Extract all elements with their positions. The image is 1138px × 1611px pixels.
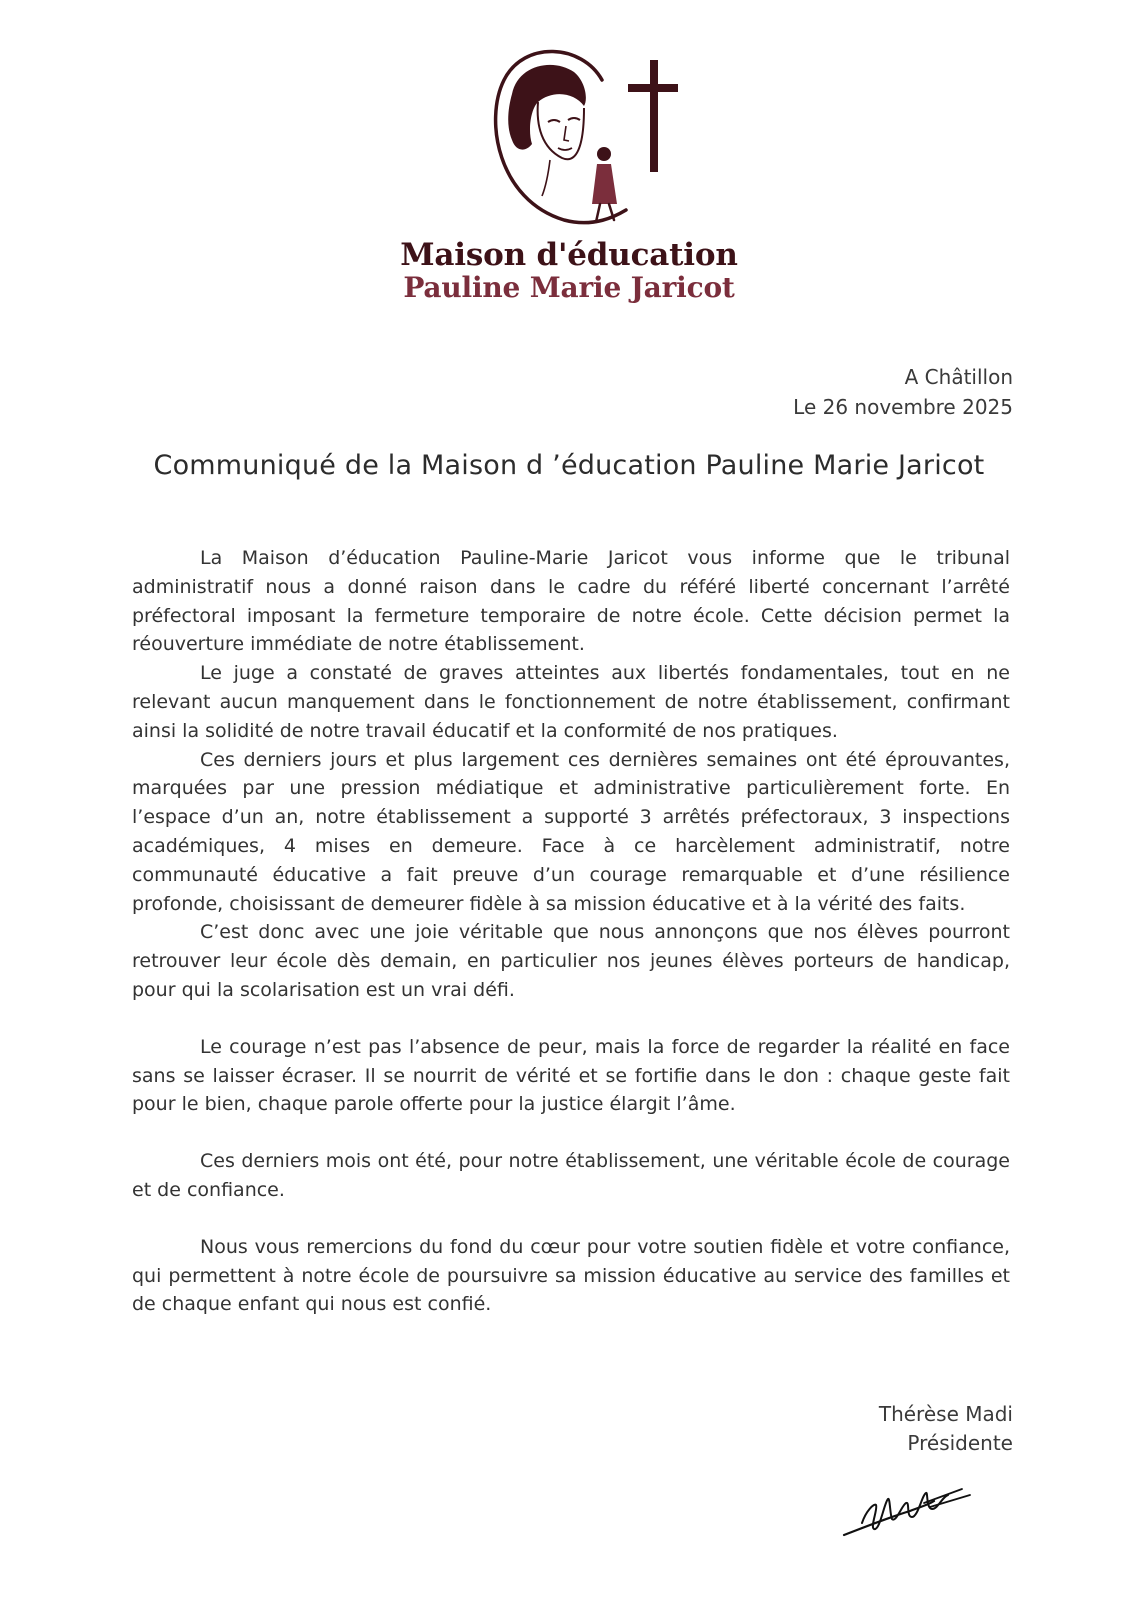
place-line: A Châtillon (904, 365, 1013, 389)
paragraph-6: Ces derniers mois ont été, pour notre établissement, une véritable école de courage et de confiance. (132, 1150, 1010, 1201)
signatory-role: Présidente (907, 1431, 1013, 1455)
document-title: Communiqué de la Maison d ’éducation Pauline Marie Jaricot (153, 450, 985, 481)
logo-emblem (454, 40, 684, 230)
letter-body (132, 544, 1010, 1319)
paragraph-7: Nous vous remercions du fond du cœur pour votre soutien fidèle et votre confiance, qui permettent à notre école de poursuivre sa mission éducative au service des familles et de chaque enfant qui nous est confié. (132, 1235, 1010, 1316)
organization-name-line2: Pauline Marie Jaricot (403, 271, 735, 304)
date-line: Le 26 novembre 2025 (793, 395, 1013, 419)
handwritten-signature (840, 1475, 980, 1545)
organization-name-line1: Maison d'éducation (400, 237, 738, 273)
signatory-name: Thérèse Madi (878, 1402, 1013, 1426)
paragraph-5: Le courage n’est pas l’absence de peur, mais la force de regarder la réalité en face sans se laisser écraser. Il se nourrit de vérité et se fortifie dans le don : chaque geste fait pour le bien, chaque parole offerte pour la justice élargit l’âme. (132, 1035, 1010, 1116)
paragraph-1: La Maison d’éducation Pauline-Marie Jaricot vous informe que le tribunal administratif nous a donné raison dans le cadre du référé liberté concernant l’arrêté préfectoral imposant la fermeture temporaire de notre école. Cette décision permet la réouverture immédiate de notre établissement. (132, 547, 1010, 656)
paragraph-4: C’est donc avec une joie véritable que nous annonçons que nos élèves pourront retrouver leur école dès demain, en particulier nos jeunes élèves porteurs de handicap, pour qui la scolarisation est un vrai défi. (132, 921, 1010, 1001)
organization-logo (0, 40, 1138, 304)
paragraph-2: Le juge a constaté de graves atteintes aux libertés fondamentales, tout en ne relevant aucun manquement dans le fonctionnement de notre établissement, confirmant ainsi la solidité de notre travail éducatif et la conformité de nos pratiques. (132, 662, 1010, 742)
place-and-date (793, 362, 1013, 422)
paragraph-3: Ces derniers jours et plus largement ces dernières semaines ont été éprouvantes, marquées par une pression médiatique et administrative particulièrement forte. En l’espace d’un an, notre établissement a supporté 3 arrêtés préfectoraux, 3 inspections académiques, 4 mises en demeure. Face à ce harcèlement administratif, notre communauté éducative a fait preuve d’un courage remarquable et d’une résilience profonde, choisissant de demeurer fidèle à sa mission éducative et à la vérité des faits. (132, 748, 1010, 915)
signatory-block (879, 1400, 1013, 1458)
